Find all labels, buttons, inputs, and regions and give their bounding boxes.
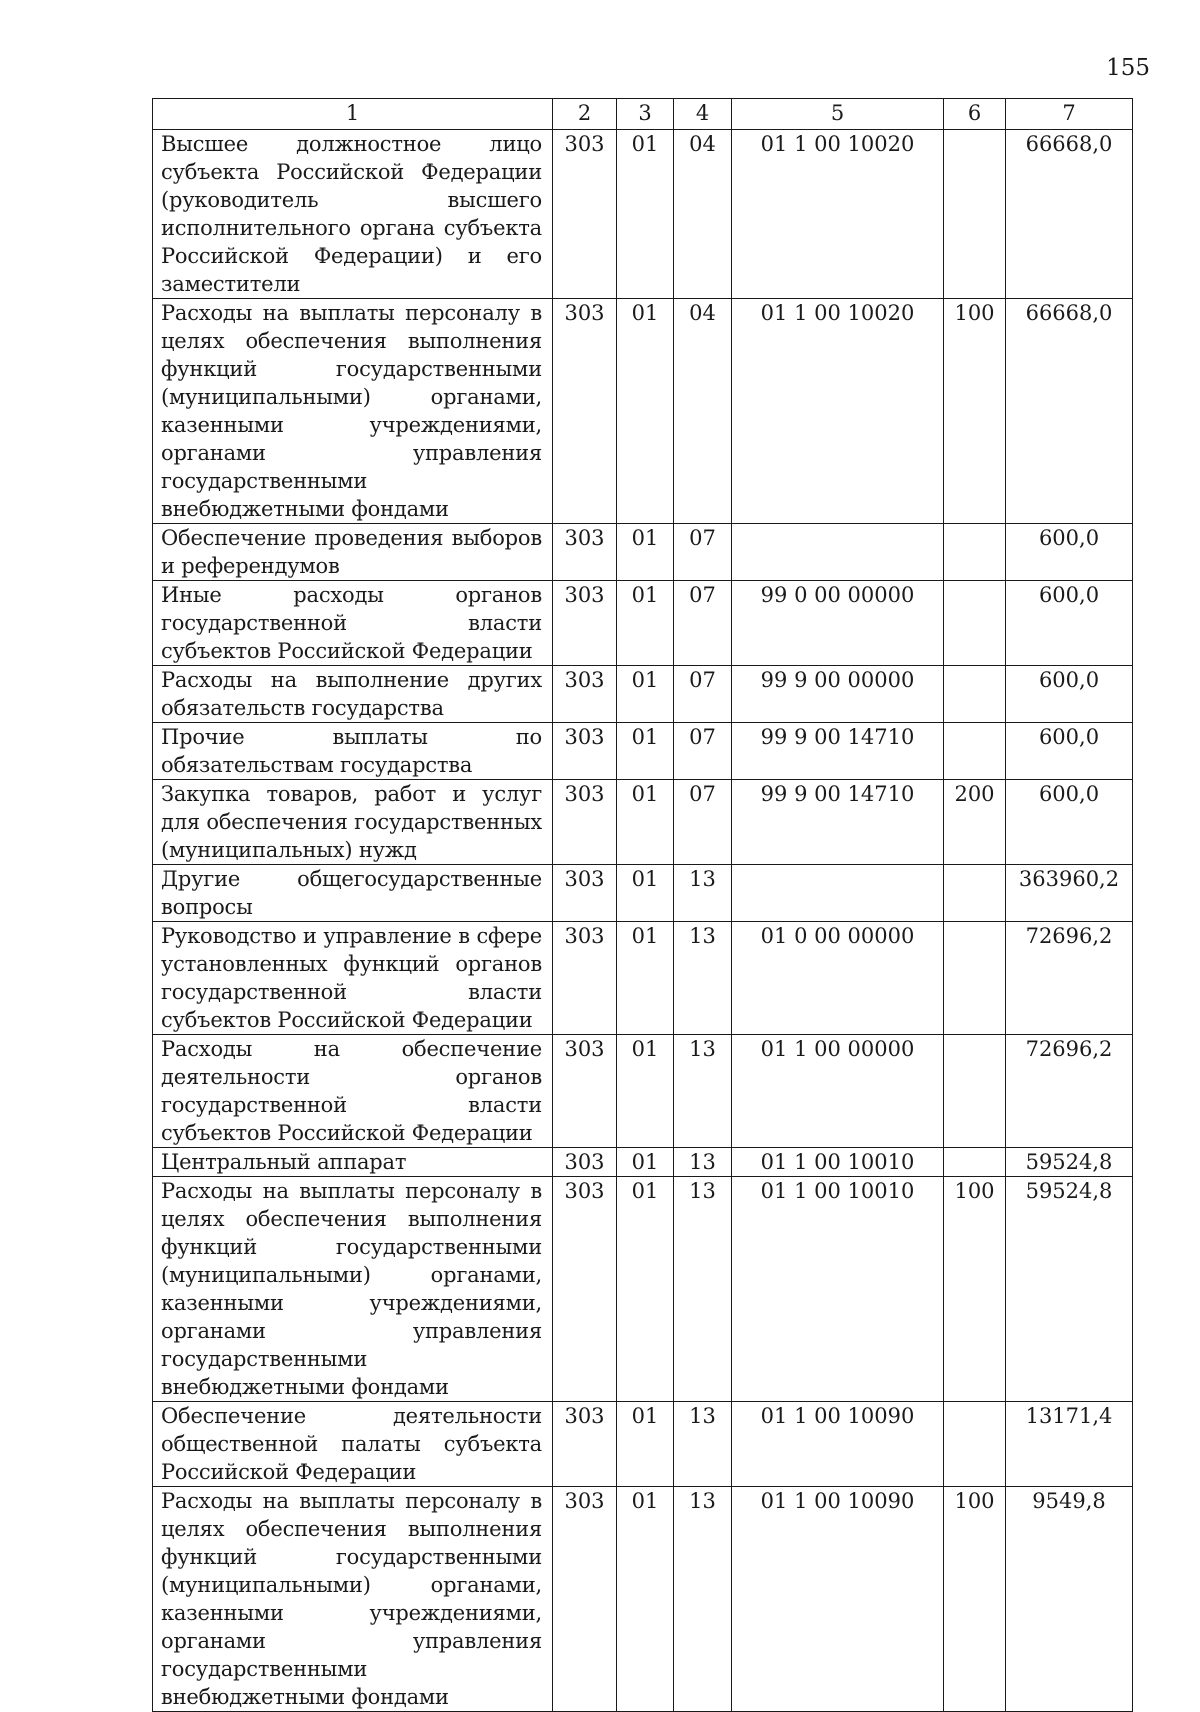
cell-section: 01 xyxy=(617,299,674,524)
cell-admin-code: 303 xyxy=(553,723,617,780)
cell-name: Прочие выплаты по обязательствам государства xyxy=(153,723,553,780)
cell-name: Расходы на выплаты персоналу в целях обеспечения выполнения функций государственными (муниципальными) органами, казенными учреждениями, органами управления государственными внебюджетными фондами xyxy=(153,1487,553,1712)
cell-admin-code: 303 xyxy=(553,130,617,299)
cell-subsection: 13 xyxy=(674,1035,732,1148)
cell-expense-type: 100 xyxy=(944,1177,1006,1402)
cell-section: 01 xyxy=(617,1402,674,1487)
column-header: 6 xyxy=(944,99,1006,130)
table-row xyxy=(153,524,1133,581)
cell-expense-type: 100 xyxy=(944,299,1006,524)
cell-expense-type: 100 xyxy=(944,1487,1006,1712)
cell-target-article xyxy=(732,865,944,922)
cell-admin-code: 303 xyxy=(553,299,617,524)
cell-amount: 59524,8 xyxy=(1006,1177,1133,1402)
cell-name: Другие общегосударственные вопросы xyxy=(153,865,553,922)
cell-name: Расходы на обеспечение деятельности органов государственной власти субъектов Российской Федерации xyxy=(153,1035,553,1148)
cell-amount: 9549,8 xyxy=(1006,1487,1133,1712)
cell-expense-type xyxy=(944,666,1006,723)
cell-subsection: 13 xyxy=(674,1148,732,1177)
cell-target-article: 01 1 00 10010 xyxy=(732,1177,944,1402)
cell-expense-type xyxy=(944,1035,1006,1148)
cell-admin-code: 303 xyxy=(553,1487,617,1712)
cell-admin-code: 303 xyxy=(553,1402,617,1487)
cell-expense-type xyxy=(944,581,1006,666)
cell-target-article: 01 1 00 00000 xyxy=(732,1035,944,1148)
cell-admin-code: 303 xyxy=(553,581,617,666)
cell-subsection: 07 xyxy=(674,524,732,581)
cell-subsection: 13 xyxy=(674,865,732,922)
cell-admin-code: 303 xyxy=(553,865,617,922)
table-row xyxy=(153,723,1133,780)
table-row xyxy=(153,581,1133,666)
cell-admin-code: 303 xyxy=(553,1035,617,1148)
cell-admin-code: 303 xyxy=(553,780,617,865)
column-header: 4 xyxy=(674,99,732,130)
cell-section: 01 xyxy=(617,780,674,865)
cell-expense-type xyxy=(944,922,1006,1035)
cell-target-article: 01 1 00 10090 xyxy=(732,1487,944,1712)
cell-subsection: 07 xyxy=(674,666,732,723)
cell-expense-type xyxy=(944,130,1006,299)
table-row xyxy=(153,1035,1133,1148)
cell-name: Расходы на выплаты персоналу в целях обеспечения выполнения функций государственными (муниципальными) органами, казенными учреждениями, органами управления государственными внебюджетными фондами xyxy=(153,1177,553,1402)
cell-subsection: 07 xyxy=(674,581,732,666)
cell-subsection: 04 xyxy=(674,299,732,524)
table-row xyxy=(153,865,1133,922)
cell-section: 01 xyxy=(617,581,674,666)
cell-target-article: 99 9 00 14710 xyxy=(732,723,944,780)
cell-target-article: 01 1 00 10010 xyxy=(732,1148,944,1177)
cell-name: Обеспечение деятельности общественной палаты субъекта Российской Федерации xyxy=(153,1402,553,1487)
cell-expense-type xyxy=(944,524,1006,581)
cell-subsection: 07 xyxy=(674,723,732,780)
cell-expense-type xyxy=(944,1402,1006,1487)
table-row xyxy=(153,1177,1133,1402)
cell-section: 01 xyxy=(617,666,674,723)
header-row xyxy=(153,99,1133,130)
cell-section: 01 xyxy=(617,1487,674,1712)
cell-amount: 66668,0 xyxy=(1006,299,1133,524)
cell-amount: 363960,2 xyxy=(1006,865,1133,922)
cell-section: 01 xyxy=(617,1177,674,1402)
cell-expense-type: 200 xyxy=(944,780,1006,865)
cell-subsection: 13 xyxy=(674,1487,732,1712)
cell-section: 01 xyxy=(617,1148,674,1177)
cell-section: 01 xyxy=(617,865,674,922)
cell-amount: 59524,8 xyxy=(1006,1148,1133,1177)
cell-target-article: 01 1 00 10090 xyxy=(732,1402,944,1487)
cell-amount: 13171,4 xyxy=(1006,1402,1133,1487)
cell-admin-code: 303 xyxy=(553,524,617,581)
cell-section: 01 xyxy=(617,723,674,780)
cell-expense-type xyxy=(944,1148,1006,1177)
cell-admin-code: 303 xyxy=(553,666,617,723)
table-row xyxy=(153,666,1133,723)
cell-amount: 600,0 xyxy=(1006,581,1133,666)
table-row xyxy=(153,1402,1133,1487)
table-row xyxy=(153,1148,1133,1177)
cell-section: 01 xyxy=(617,1035,674,1148)
cell-target-article: 01 0 00 00000 xyxy=(732,922,944,1035)
column-header: 2 xyxy=(553,99,617,130)
cell-admin-code: 303 xyxy=(553,1148,617,1177)
cell-target-article: 99 9 00 14710 xyxy=(732,780,944,865)
cell-name: Высшее должностное лицо субъекта Российской Федерации (руководитель высшего исполнительного органа субъекта Российской Федерации) и его заместители xyxy=(153,130,553,299)
cell-subsection: 13 xyxy=(674,922,732,1035)
cell-subsection: 07 xyxy=(674,780,732,865)
cell-expense-type xyxy=(944,865,1006,922)
cell-name: Обеспечение проведения выборов и референдумов xyxy=(153,524,553,581)
table-row xyxy=(153,1487,1133,1712)
cell-amount: 600,0 xyxy=(1006,723,1133,780)
column-header: 7 xyxy=(1006,99,1133,130)
cell-target-article: 99 0 00 00000 xyxy=(732,581,944,666)
cell-expense-type xyxy=(944,723,1006,780)
cell-name: Центральный аппарат xyxy=(153,1148,553,1177)
cell-name: Иные расходы органов государственной власти субъектов Российской Федерации xyxy=(153,581,553,666)
cell-admin-code: 303 xyxy=(553,1177,617,1402)
cell-amount: 72696,2 xyxy=(1006,922,1133,1035)
cell-amount: 600,0 xyxy=(1006,666,1133,723)
cell-subsection: 13 xyxy=(674,1177,732,1402)
table-row xyxy=(153,922,1133,1035)
cell-amount: 72696,2 xyxy=(1006,1035,1133,1148)
table-row xyxy=(153,780,1133,865)
table-row xyxy=(153,299,1133,524)
cell-target-article: 01 1 00 10020 xyxy=(732,130,944,299)
cell-subsection: 13 xyxy=(674,1402,732,1487)
cell-admin-code: 303 xyxy=(553,922,617,1035)
column-header: 1 xyxy=(153,99,553,130)
cell-section: 01 xyxy=(617,922,674,1035)
table-body xyxy=(153,130,1133,1712)
column-header: 5 xyxy=(732,99,944,130)
column-header: 3 xyxy=(617,99,674,130)
cell-target-article xyxy=(732,524,944,581)
cell-name: Руководство и управление в сфере установленных функций органов государственной власти субъектов Российской Федерации xyxy=(153,922,553,1035)
cell-subsection: 04 xyxy=(674,130,732,299)
page-number: 155 xyxy=(1106,55,1150,81)
budget-table xyxy=(152,98,1133,1712)
cell-amount: 66668,0 xyxy=(1006,130,1133,299)
cell-target-article: 01 1 00 10020 xyxy=(732,299,944,524)
cell-name: Закупка товаров, работ и услуг для обеспечения государственных (муниципальных) нужд xyxy=(153,780,553,865)
cell-name: Расходы на выполнение других обязательств государства xyxy=(153,666,553,723)
table-row xyxy=(153,130,1133,299)
cell-amount: 600,0 xyxy=(1006,780,1133,865)
cell-section: 01 xyxy=(617,524,674,581)
cell-name: Расходы на выплаты персоналу в целях обеспечения выполнения функций государственными (муниципальными) органами, казенными учреждениями, органами управления государственными внебюджетными фондами xyxy=(153,299,553,524)
cell-amount: 600,0 xyxy=(1006,524,1133,581)
cell-target-article: 99 9 00 00000 xyxy=(732,666,944,723)
cell-section: 01 xyxy=(617,130,674,299)
